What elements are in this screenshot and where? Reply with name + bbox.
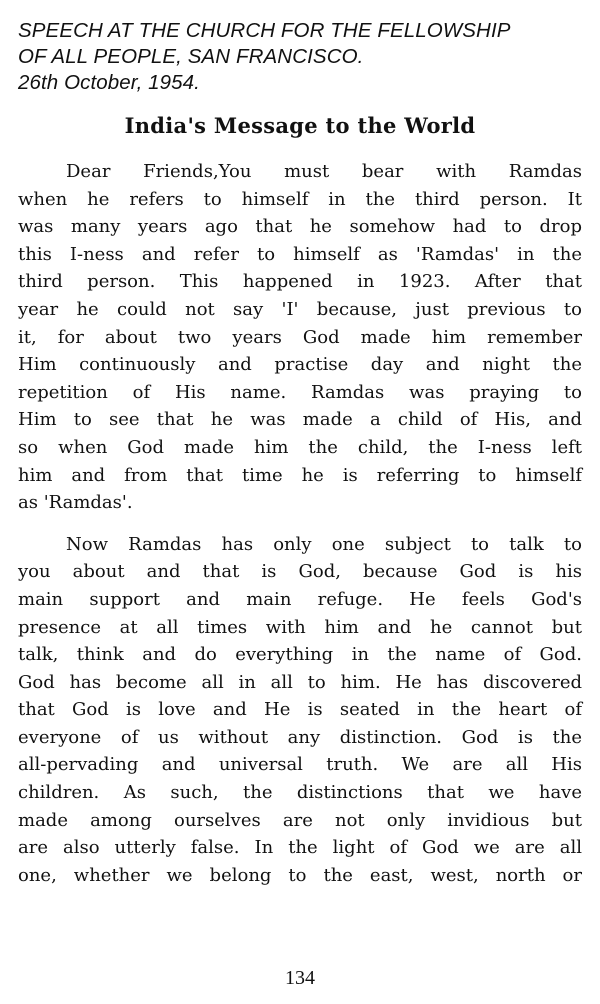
text-line: that God is love and He is seated in the heart of: [18, 699, 582, 721]
text-line: you about and that is God, because God is his: [18, 561, 582, 583]
chapter-title: India's Message to the World: [124, 113, 476, 138]
text-line: so when God made him the child, the I-ness left: [18, 436, 582, 458]
text-line: all-pervading and universal truth. We are all His: [18, 754, 582, 776]
text-line: one, whether we belong to the east, west, north or: [18, 864, 582, 886]
body-text: [18, 158, 582, 889]
text-line: are also utterly false. In the light of God we are all: [18, 837, 582, 859]
text-line: year he could not say 'I' because, just previous to: [18, 298, 582, 320]
text-line: it, for about two years God made him remember: [18, 326, 582, 348]
text-line: made among ourselves are not only invidious but: [18, 809, 582, 831]
page-number: 134: [285, 967, 315, 989]
text-line: Him to see that he was made a child of His, and: [18, 409, 582, 431]
text-line: everyone of us without any distinction. God is the: [18, 726, 582, 748]
text-line: Now Ramdas has only one subject to talk to: [66, 533, 582, 555]
text-line: this I-ness and refer to himself as 'Ramdas' in the: [18, 243, 582, 265]
header-line: SPEECH AT THE CHURCH FOR THE FELLOWSHIP: [18, 19, 511, 42]
text-line: talk, think and do everything in the name of God.: [18, 644, 582, 666]
text-line: children. As such, the distinctions that we have: [18, 782, 582, 804]
page-content: [18, 18, 582, 889]
header-line: 26th October, 1954.: [18, 71, 200, 94]
text-line: Dear Friends,You must bear with Ramdas: [66, 161, 582, 182]
paragraph-1: [18, 158, 582, 517]
paragraph-2: [18, 531, 582, 890]
text-line: when he refers to himself in the third person. It: [18, 188, 582, 210]
header-line: OF ALL PEOPLE, SAN FRANCISCO.: [18, 45, 364, 68]
text-line: presence at all times with him and he cannot but: [18, 616, 582, 638]
text-line: as 'Ramdas'.: [18, 492, 133, 514]
text-line: God has become all in all to him. He has discovered: [18, 671, 582, 693]
text-line: was many years ago that he somehow had to drop: [18, 216, 582, 238]
text-line: third person. This happened in 1923. After that: [18, 271, 582, 293]
text-line: main support and main refuge. He feels God's: [18, 588, 582, 610]
text-line: repetition of His name. Ramdas was praying to: [18, 381, 582, 403]
text-line: Him continuously and practise day and night the: [18, 354, 582, 376]
text-line: him and from that time he is referring to himself: [18, 464, 582, 486]
speech-header: [18, 18, 582, 96]
